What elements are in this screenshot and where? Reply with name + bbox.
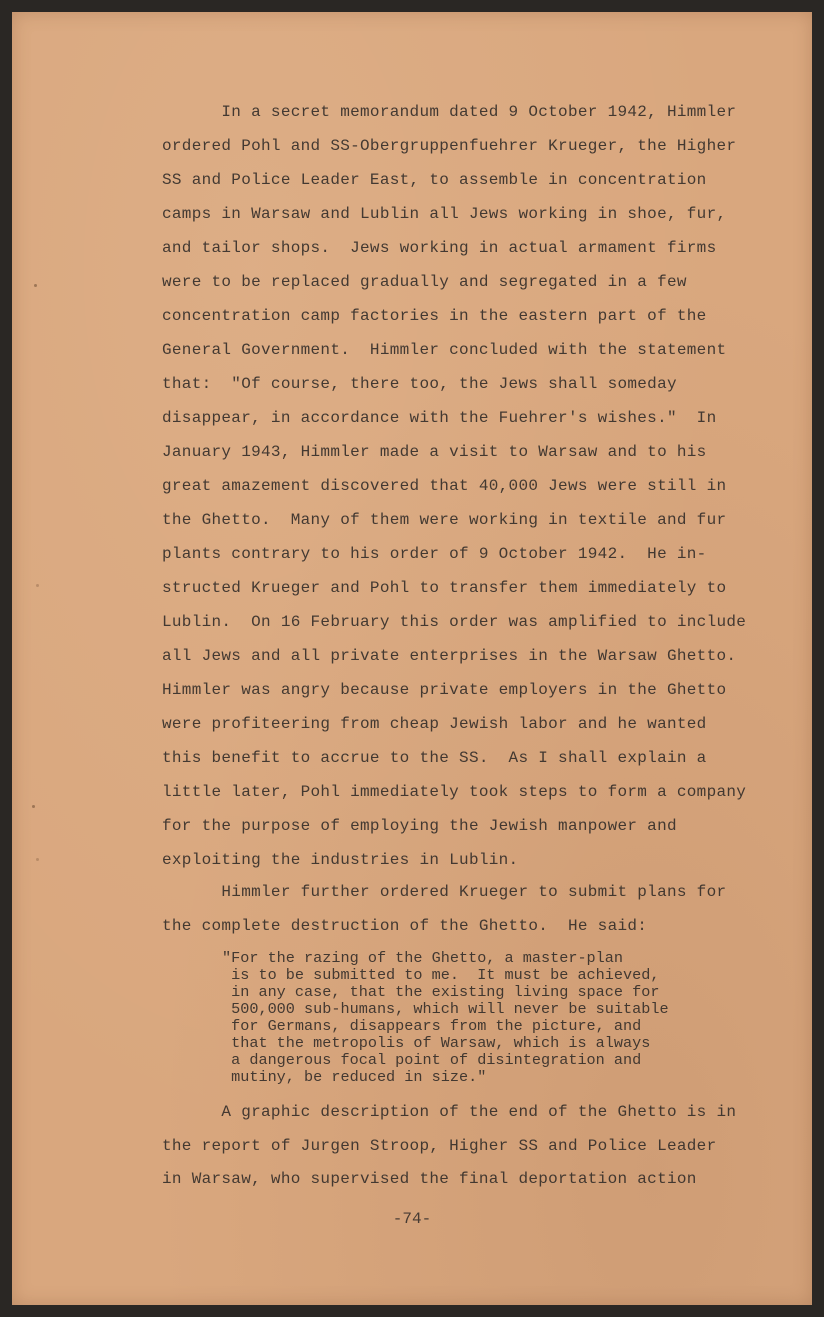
quote-line: 500,000 sub-humans, which will never be suitable	[222, 1000, 669, 1018]
text-line: A graphic description of the end of the Ghetto is in	[162, 1103, 737, 1121]
text-line: In a secret memorandum dated 9 October 1942, Himmler	[162, 103, 737, 121]
text-line: Himmler was angry because private employers in the Ghetto	[162, 681, 727, 699]
paper-speck	[36, 858, 39, 861]
text-line: structed Krueger and Pohl to transfer them immediately to	[162, 579, 727, 597]
text-line: ordered Pohl and SS-Obergruppenfuehrer Krueger, the Higher	[162, 137, 737, 155]
text-line: January 1943, Himmler made a visit to Warsaw and to his	[162, 443, 707, 461]
text-line: the report of Jurgen Stroop, Higher SS and Police Leader	[162, 1137, 717, 1155]
text-line: that: "Of course, there too, the Jews shall someday	[162, 375, 677, 393]
paper-speck	[36, 584, 39, 587]
text-line: Lublin. On 16 February this order was amplified to include	[162, 613, 747, 631]
text-line: for the purpose of employing the Jewish manpower and	[162, 817, 677, 835]
text-line: the Ghetto. Many of them were working in textile and fur	[162, 511, 727, 529]
text-line: in Warsaw, who supervised the final deportation action	[162, 1170, 697, 1188]
text-line: little later, Pohl immediately took steps to form a company	[162, 783, 747, 801]
text-line: were profiteering from cheap Jewish labor and he wanted	[162, 715, 707, 733]
quote-line: a dangerous focal point of disintegration and	[222, 1051, 642, 1069]
quote-line: for Germans, disappears from the picture, and	[222, 1017, 642, 1035]
text-line: exploiting the industries in Lublin.	[162, 851, 519, 869]
quote-line: that the metropolis of Warsaw, which is always	[222, 1034, 651, 1052]
page-number: -74-	[392, 1210, 432, 1228]
paper-speck	[32, 805, 35, 808]
quote-line: "For the razing of the Ghetto, a master-plan	[222, 949, 624, 967]
text-line: disappear, in accordance with the Fuehrer's wishes." In	[162, 409, 717, 427]
quote-line: is to be submitted to me. It must be achieved,	[222, 966, 660, 984]
text-line: General Government. Himmler concluded with the statement	[162, 341, 727, 359]
text-line: all Jews and all private enterprises in the Warsaw Ghetto.	[162, 647, 737, 665]
text-line: SS and Police Leader East, to assemble in concentration	[162, 171, 707, 189]
paper-speck	[34, 284, 37, 287]
text-line: Himmler further ordered Krueger to submit plans for	[162, 883, 727, 901]
quote-line: mutiny, be reduced in size."	[222, 1068, 487, 1086]
text-line: were to be replaced gradually and segregated in a few	[162, 273, 687, 291]
quote-line: in any case, that the existing living space for	[222, 983, 660, 1001]
document-page	[12, 12, 812, 1305]
text-line: great amazement discovered that 40,000 Jews were still in	[162, 477, 727, 495]
text-line: the complete destruction of the Ghetto. He said:	[162, 917, 648, 935]
text-line: camps in Warsaw and Lublin all Jews working in shoe, fur,	[162, 205, 727, 223]
text-line: plants contrary to his order of 9 October 1942. He in-	[162, 545, 707, 563]
text-line: and tailor shops. Jews working in actual armament firms	[162, 239, 717, 257]
text-line: concentration camp factories in the eastern part of the	[162, 307, 707, 325]
text-line: this benefit to accrue to the SS. As I shall explain a	[162, 749, 707, 767]
